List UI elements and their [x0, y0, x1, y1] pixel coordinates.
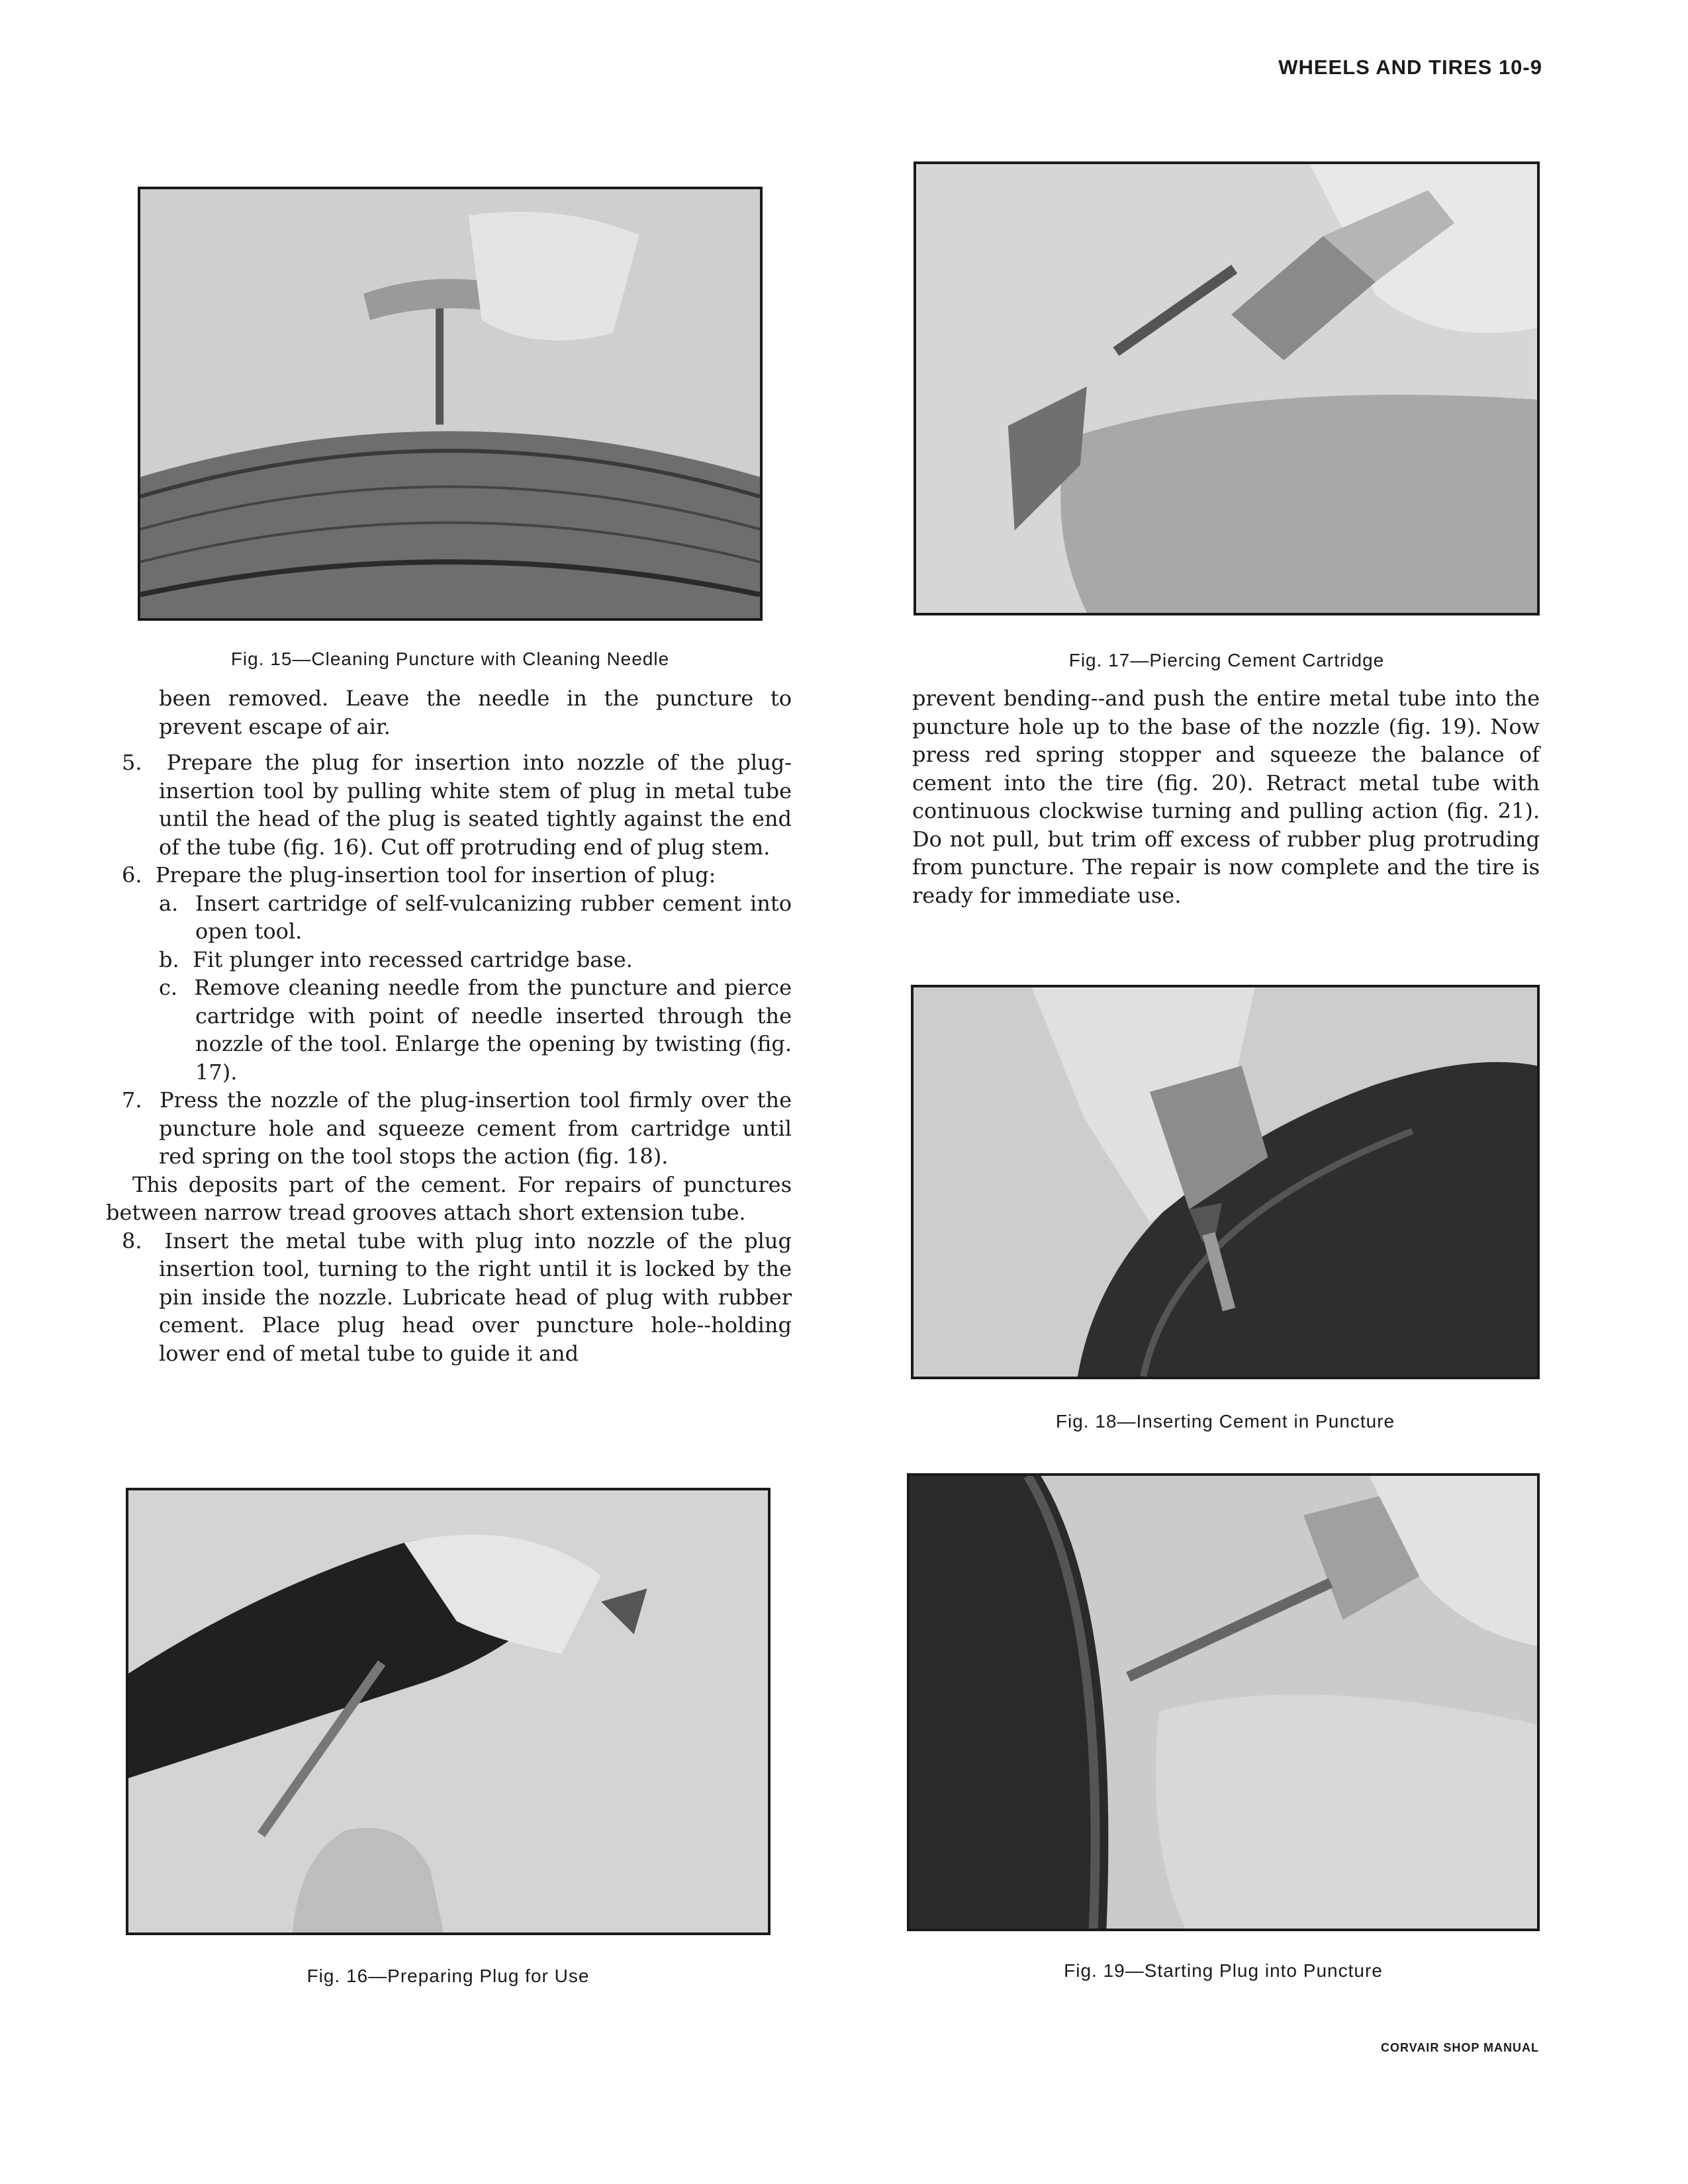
figure-15-image: [138, 187, 763, 621]
step-6-text: Prepare the plug-insertion tool for insertion of plug:: [155, 862, 716, 887]
step-6a-letter: a.: [159, 890, 179, 916]
step-5-text: Prepare the plug for insertion into nozzle of the plug-insertion tool by pulling white stem of plug in metal tube until the head of the plug is seated tightly against the end of the tube (fig. 16). Cut off protruding end of plug stem.: [159, 750, 792, 860]
step-6c-text: Remove cleaning needle from the puncture and pierce cartridge with point of needle inserted through the nozzle of the tool. Enlarge the opening by twisting (fig. 17).: [194, 975, 792, 1085]
step-6-number: 6.: [122, 862, 142, 887]
figure-18-image: [911, 985, 1540, 1379]
step-5: [106, 749, 792, 861]
figure-19-caption: Fig. 19—Starting Plug into Puncture: [1064, 1960, 1383, 1981]
figure-16-image: [126, 1488, 771, 1935]
figure-17-caption: Fig. 17—Piercing Cement Cartridge: [1068, 650, 1385, 670]
right-paragraph: prevent bending--and push the entire metal tube into the puncture hole up to the base of the nozzle (fig. 19). Now press red spring stopper and squeeze the balance of cement into the tire (fig. 20). Retract metal tube with continuous clockwise turning and pulling action (fig. 21). Do not pull, but trim off excess of rubber plug protruding from puncture. The repair is now complete and the tire is ready for immediate use.: [912, 686, 1540, 908]
step-7-text: Press the nozzle of the plug-insertion tool firmly over the puncture hole and squeeze cement from cartridge until red spring on the tool stops the action (fig. 18).: [159, 1087, 792, 1169]
step-6: [106, 861, 792, 889]
step-8-number: 8.: [122, 1228, 142, 1253]
figure-17-image: [914, 161, 1540, 615]
step-6a-text: Insert cartridge of self-vulcanizing rubber cement into open tool.: [195, 890, 792, 944]
step-6b-text: Fit plunger into recessed cartridge base.: [193, 946, 633, 972]
page-header: WHEELS AND TIRES 10-9: [1278, 56, 1542, 79]
left-text-column: [106, 684, 792, 1367]
step-7: [106, 1086, 792, 1171]
step-6b-letter: b.: [159, 946, 179, 972]
step-7-number: 7.: [122, 1087, 142, 1113]
figure-18-caption: Fig. 18—Inserting Cement in Puncture: [1055, 1411, 1395, 1432]
figure-15-caption: Fig. 15—Cleaning Puncture with Cleaning Needle: [230, 649, 670, 669]
step-6a: [106, 889, 792, 946]
note-paragraph: This deposits part of the cement. For repairs of punctures between narrow tread grooves attach short extension tube.: [106, 1171, 792, 1225]
step-6c-letter: c.: [159, 975, 178, 1000]
page-footer: CORVAIR SHOP MANUAL: [1380, 2041, 1539, 2054]
continued-paragraph: been removed. Leave the needle in the puncture to prevent escape of air.: [159, 686, 792, 739]
step-8-text: Insert the metal tube with plug into nozzle of the plug insertion tool, turning to the right until it is locked by the pin inside the nozzle. Lubricate head of plug with rubber cement. Place plug head over puncture hole--holding lower end of metal tube to guide it and: [159, 1228, 792, 1366]
right-text-column: [912, 684, 1540, 909]
step-6b: [106, 946, 792, 974]
figure-16-caption: Fig. 16—Preparing Plug for Use: [306, 1966, 590, 1986]
step-8: [106, 1227, 792, 1368]
step-6c: [106, 974, 792, 1086]
figure-19-image: [907, 1473, 1540, 1931]
step-5-number: 5.: [122, 750, 142, 775]
